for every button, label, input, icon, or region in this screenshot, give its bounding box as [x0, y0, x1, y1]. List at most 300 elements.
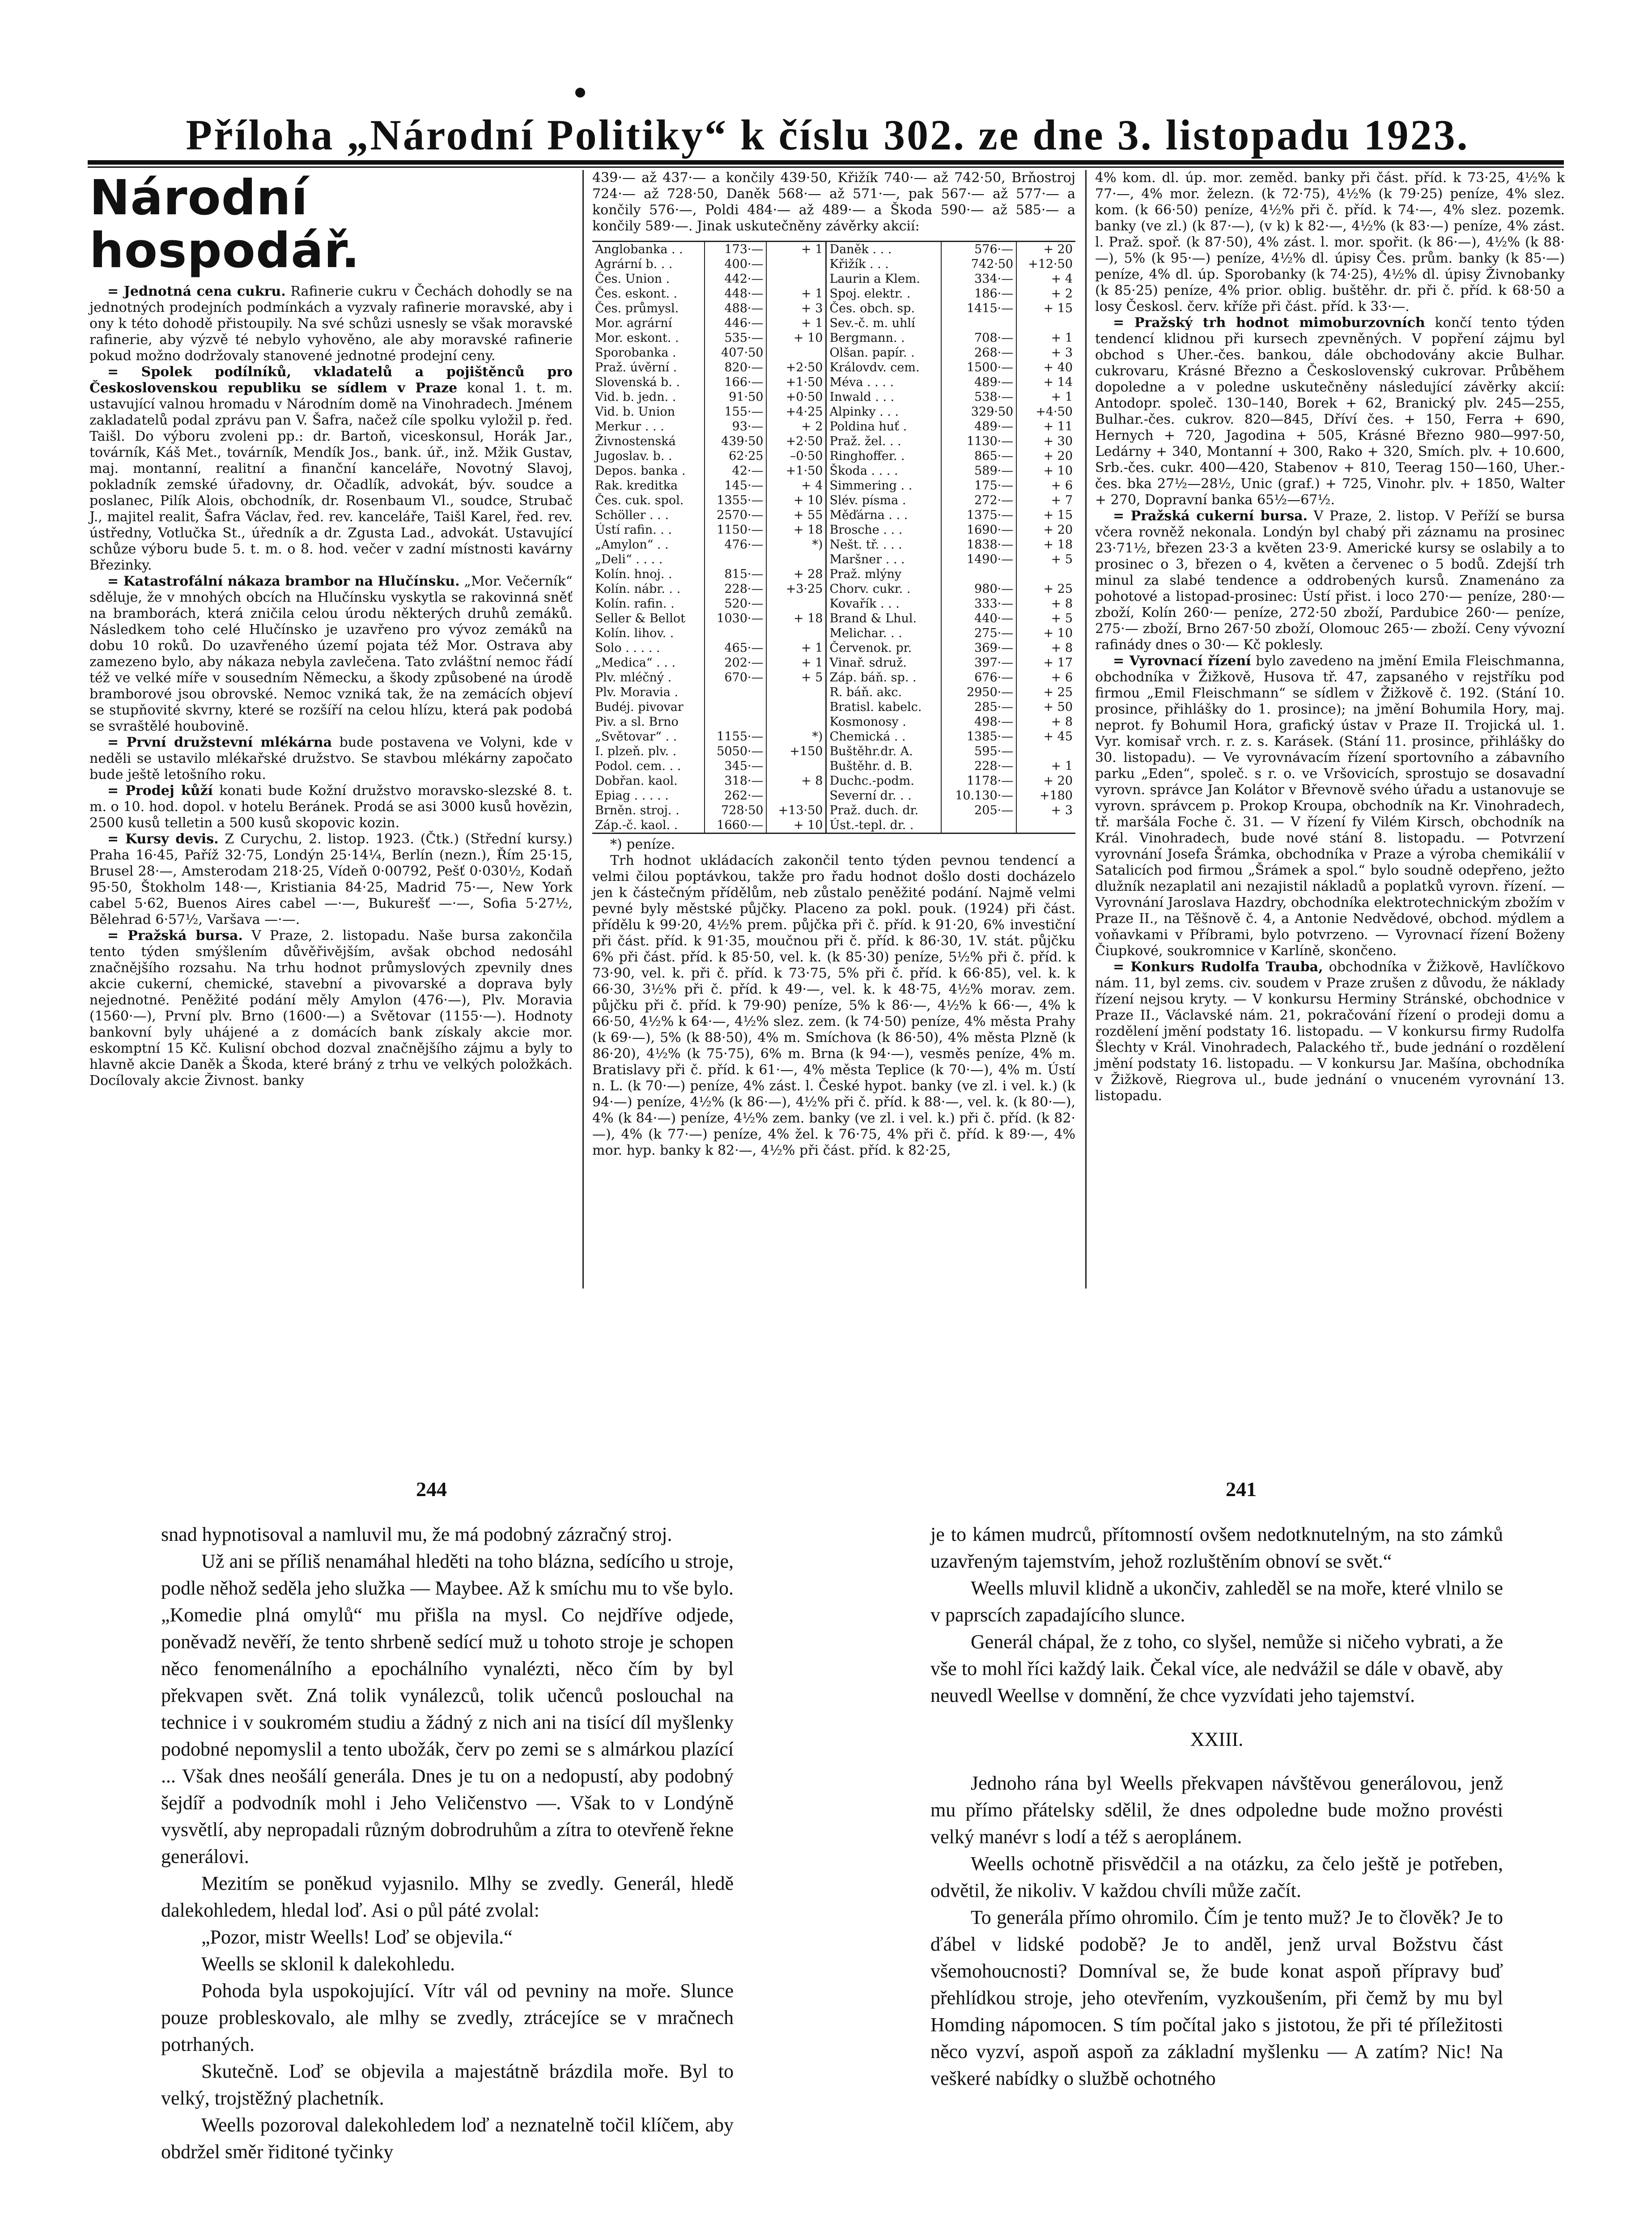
table-cell: 442·— — [705, 272, 766, 286]
table-cell: 708·— — [941, 331, 1016, 345]
table-cell: 262·— — [705, 788, 766, 803]
news-item-title: = Spolek podílníků, vkladatelů a pojištěnců pro Československou republiku se sídlem v Praze — [89, 364, 573, 396]
table-cell: Královdv. cem. — [826, 360, 941, 375]
chapter-number: XXIII. — [1190, 1728, 1244, 1750]
table-cell: Živnostenská — [595, 434, 676, 448]
table-cell: 535·— — [705, 331, 766, 345]
table-cell: 329·50 — [941, 404, 1016, 419]
table-cell: 285·— — [941, 700, 1016, 714]
column-2 — [592, 170, 1075, 1159]
bonds-paragraph: Trh hodnot ukládacích zakončil tento týden pevnou tendencí a velmi čilou poptávkou, takže pro řadu hodnot došlo dosti docházelo jen k částečným přídělům, neb zůstalo peněžité podání. Najmě velmi pevné byly městské půjčky. Placeno za pokl. pouk. (1924) při část. přídělu k 99·20, 4½% prem. půjčka při č. příd. k 91·20, 6% investiční při část. příd. k 91·35, moučnou při č. příd. k 86·30, 1V. stát. půjčku 6% při část. příd. k 85·50, vel. k. (k 85·30) peníze, 5½% při č. příd. k 73·90, vel. k. při č. příd. k 73·75, 5% při č. příd. k 66·85), vel. k. k 66·30, 3½% při č. příd. k 49·—, vel. k. k 48·75, 4½% morav. zem. půjčku při č. příd. k 79·90) peníze, 5% k 86·—, 4½% k 66·—, 4% k 66·50, 4½% k 64·—, 4½% slez. zem. (k 74·50) peníze, 4% města Prahy (k 69·—), 5% (k 88·50), 4% m. Smíchova (k 86·50), 4% města Plzně (k 86·20), 4½% (k 75·75), 6% m. Brna (k 94·—), vesměs peníze, 4% m. Bratislavy při č. příd. k 61·—, 4% města Teplice (k 70·—), 4% m. Ústí n. L. (k 70·—) peníze, 4% zást. l. České hypot. banky (ve zl. i vel. k.) (k 94·—) peníze, 4½% (k 86·—), 4½% při č. příd. k 88·—, vel. k. (k 80·—), 4% (k 84·—) peníze, 4½% zem. banky (ve zl. i vel. k.) při č. příd. (k 82·—), 4% (k 77·—) peníze, 4% žel. k 76·75, 4% při č. příd. k 89·—, 4% mor. hyp. banky k 82·—, 4½% při část. příd. k 82·25, — [592, 853, 1075, 1158]
table-cell: 476·— — [705, 537, 766, 552]
table-cell: 728·50 — [705, 803, 766, 818]
table-row — [592, 685, 1075, 700]
table-cell: 91·50 — [705, 390, 766, 404]
table-row — [592, 286, 1075, 301]
page-header: Příloha „Národní Politiky“ k číslu 302. ze dne 3. listopadu 1923. — [186, 111, 1469, 159]
table-cell: Ringhoffer. . — [826, 449, 941, 464]
table-cell: Praž. úvěrní . — [595, 361, 677, 374]
table-cell: Slév. písma . — [826, 493, 941, 508]
news-item-title: = První družstevní mlékárna — [107, 735, 332, 750]
table-cell: + 11 — [1016, 419, 1075, 434]
bursa-intro: 439·— až 437·— a končily 439·50, Křižík 740·— až 742·50, Brňostroj 724·— až 728·50, Daněk 568·— až 571·—, pak 567·— až 577·— a končily 576·—, Poldi 484·— až 489·— a Škoda 590·— až 585·— a končily 589·—. Jinak uskutečněny závěrky akcií: — [592, 170, 1075, 234]
table-row — [592, 257, 1075, 272]
table-cell: + 10 — [1016, 464, 1075, 478]
table-row — [592, 434, 1075, 449]
table-row — [592, 360, 1075, 375]
novel-left-column — [161, 1521, 734, 2165]
table-cell: + 20 — [1016, 449, 1075, 464]
table-cell: 520·— — [705, 596, 766, 611]
table-cell: 1838·— — [941, 537, 1016, 552]
table-cell: Olšan. papír. . — [826, 345, 941, 360]
table-cell — [766, 788, 826, 803]
table-row — [592, 655, 1075, 670]
table-cell: + 8 — [1016, 596, 1075, 611]
table-cell: 318·— — [705, 774, 766, 788]
table-cell: Agrární b. . . — [595, 257, 673, 271]
table-cell: Čes. Union . — [595, 272, 670, 286]
table-cell: 202·— — [705, 655, 766, 670]
table-row — [592, 345, 1075, 360]
table-cell: 448·— — [705, 286, 766, 301]
table-cell: + 18 — [766, 611, 826, 626]
table-cell: + 4 — [766, 478, 826, 493]
table-cell: +150 — [766, 744, 826, 759]
table-cell — [1016, 818, 1075, 834]
table-cell: Merkur . . . — [595, 420, 664, 434]
table-cell: +3·25 — [766, 582, 826, 596]
table-cell: + 17 — [1016, 655, 1075, 670]
table-row — [592, 301, 1075, 316]
table-cell: *) — [766, 729, 826, 744]
table-cell: Vid. b. jedn. . — [595, 390, 676, 404]
column-3 — [1095, 170, 1565, 1104]
table-cell: Podol. cem. . . — [595, 759, 681, 773]
table-cell: + 6 — [1016, 670, 1075, 685]
news-item — [89, 574, 573, 735]
table-row — [592, 744, 1075, 759]
table-cell: + 20 — [1016, 523, 1075, 537]
novel-paragraph: je to kámen mudrců, přítomností ovšem nedotknutelným, na sto zámků uzavřeným tajemstvím, jehož rozluštěním obnoví se svět.“ — [930, 1523, 1503, 1572]
table-cell: Solo . . . . . — [595, 641, 660, 655]
table-cell: +180 — [1016, 788, 1075, 803]
table-cell: Maršner . . . — [826, 552, 941, 567]
news-item-text: V Praze, 2. listop. V Peříží se bursa včera rovněž nekonala. Londýn byl chabý při záznamu na prosinec 23·71½, březen 23·3 a květen 23·9. Americké kursy se oslabily a to prosinec o 3, březen o 4, květen a červenec o 5 bodů. Zdejší trh minul za slabé tendence a oddrobených kursů. Znamenáno za pohotové a listopad-prosinec: Ústí přist. i loco 270·— peníze, 280·— zboží, Kolín 260·— peníze, 272·50 zboží, Pardubice 260·— peníze, 275·— zboží, Brno 267·50 zboží, Olomouc 265·— zboží. Ceny vývozní rafinády dnes o 30·— Kč poklesly. — [1095, 508, 1565, 653]
table-cell: Slovenská b. . — [595, 375, 680, 389]
table-cell: „Světovar“ . . — [595, 730, 677, 744]
news-item-text: Z Curychu, 2. listop. 1923. (Čtk.) (Střední kursy.) Praha 16·45, Paříž 32·75, Londýn 25·14¼, Berlín (nezn.), Řím 25·15, Brusel 28·—, Amsterodam 218·25, Vídeň 0·00792, Pešť 0·030½, Kodaň 95·50, Štokholm 148·—, Kristiania 84·25, Madrid 75·—, New York cabel 5·62, Buenos Aires cabel —·—, Bukurešť —·—, Sofia 5·27½, Bělehrad 6·57½, Varšava —·—. — [89, 831, 573, 927]
table-cell: 742·50 — [941, 257, 1016, 272]
table-row — [592, 331, 1075, 345]
news-item — [89, 284, 573, 364]
table-cell: + 8 — [1016, 714, 1075, 729]
table-cell: Melichar. . . — [826, 626, 941, 641]
table-cell: +4·50 — [1016, 404, 1075, 419]
table-row — [592, 582, 1075, 596]
table-cell: + 14 — [1016, 375, 1075, 390]
table-cell: Méva . . . . — [826, 375, 941, 390]
news-item-title: = Konkurs Rudolfa Trauba, — [1113, 959, 1323, 975]
table-cell: 1500·— — [941, 360, 1016, 375]
table-cell: Úst.-tepl. dr. . — [826, 818, 941, 834]
table-cell: Praž. žel. . . — [826, 434, 941, 449]
table-cell — [941, 818, 1016, 834]
table-cell: + 10 — [766, 818, 826, 834]
table-cell: Křižík . . . — [826, 257, 941, 272]
news-item — [89, 831, 573, 928]
table-row — [592, 242, 1075, 257]
table-cell: 865·— — [941, 449, 1016, 464]
table-row — [592, 818, 1075, 834]
table-cell: + 3 — [1016, 345, 1075, 360]
table-cell: Duchc.-podm. — [826, 774, 941, 788]
table-cell: 1030·— — [705, 611, 766, 626]
table-cell: Buštěhr.dr. A. — [826, 744, 941, 759]
news-item-title: = Pražská cukerní bursa. — [1113, 508, 1308, 524]
table-cell: Schöller . . . — [595, 508, 669, 522]
news-item — [89, 735, 573, 783]
table-cell — [766, 685, 826, 700]
table-cell: 93·— — [705, 419, 766, 434]
table-cell: 345·— — [705, 759, 766, 774]
table-cell: 228·— — [941, 759, 1016, 774]
table-cell: Alpinky . . . — [826, 404, 941, 419]
news-item — [89, 364, 573, 574]
table-cell: + 1 — [766, 641, 826, 655]
news-item — [89, 928, 573, 1089]
table-cell: + 15 — [1016, 508, 1075, 523]
table-cell: 166·— — [705, 375, 766, 390]
table-cell: +1·50 — [766, 464, 826, 478]
table-cell — [766, 272, 826, 286]
news-item — [1095, 170, 1565, 315]
novel-paragraph: Už ani se příliš nenamáhal hleděti na toho blázna, sedícího u stroje, podle něhož seděla jeho služka — Maybee. Až k smíchu mu to vše bylo. „Komedie plná omylů“ mu přišla na mysl. Co nejdříve odjede, poněvadž nevěří, že tento shrbeně sedící muž u tohoto stroje je schopen něco fenomenálního a epochálního vynalézti, něco čím by byl překvapen svět. Zná tolik vynálezců, tolik učenců poslouchal na technice i v soukromém studiu a žádný z nich ani na tisící díl myšlenky podobné nepomyslil a tento ubožák, červ po zemi se s almárkou plazící ... Však dnes neošálí generála. Dnes je tu on a nedopustí, aby podobný šejdíř a podvodník mohl i Jeho Veličenstvo —. Však to v Londýně vysvětlí, aby nepropadali různým dobrodruhům a zítra to otevřeně řekne generálovi. — [161, 1550, 734, 1867]
column-1 — [89, 170, 573, 1089]
table-cell: Severní dr. . . — [826, 788, 941, 803]
column-divider — [1085, 170, 1087, 1289]
table-cell: + 55 — [766, 508, 826, 523]
table-cell: + 5 — [1016, 552, 1075, 567]
table-cell: *) — [766, 537, 826, 552]
table-cell: 1660·— — [705, 818, 766, 834]
table-cell: 589·— — [941, 464, 1016, 478]
table-cell: Čes. cuk. spol. — [595, 493, 684, 507]
news-item — [1095, 959, 1565, 1104]
table-cell — [941, 567, 1016, 582]
table-cell: + 4 — [1016, 272, 1075, 286]
novel-paragraph: Weells pozoroval dalekohledem loď a neznatelně točil klíčem, aby obdržel směr řiditoné tyčinky — [161, 2114, 734, 2163]
table-cell — [766, 596, 826, 611]
table-cell: + 8 — [1016, 641, 1075, 655]
news-item-title: = Kursy devis. — [107, 831, 219, 847]
table-row — [592, 478, 1075, 493]
page-number-right: 241 — [1226, 1478, 1257, 1501]
table-cell: + 5 — [1016, 611, 1075, 626]
top-dot — [575, 88, 585, 98]
table-cell: Brněn. stroj. . — [595, 804, 679, 817]
table-cell: 440·— — [941, 611, 1016, 626]
table-row — [592, 567, 1075, 582]
table-cell: +1·50 — [766, 375, 826, 390]
news-item-title: = Prodej kůží — [107, 783, 213, 799]
table-cell: Spoj. elektr. . — [826, 286, 941, 301]
table-cell: + 6 — [1016, 478, 1075, 493]
header-rule-thin — [88, 166, 1564, 168]
table-cell: Ústí rafin. . . — [595, 523, 672, 537]
table-row — [592, 375, 1075, 390]
table-cell: Bergmann. . — [826, 331, 941, 345]
table-cell: +2·50 — [766, 360, 826, 375]
table-cell: „Amylon“ . . — [595, 538, 669, 552]
table-row — [592, 449, 1075, 464]
column-divider — [582, 170, 584, 1289]
table-cell: 670·— — [705, 670, 766, 685]
news-item-text: V Praze, 2. listopadu. Naše bursa zakončila tento týden smýšlením důvěřivějším, avšak obchod nedosáhl značnějšího rozsahu. Na trhu hodnot průmyslových zpevnily dnes akcie cukerní, chemické, stavební a pivovarské a doprava byly nejednotné. Peněžité podání měly Amylon (476·—), Plv. Moravia (1560·—), První plv. Brno (1600·—) a Světovar (1155·—). Hodnoty bankovní byly uhájené a z domácích bank získaly akcie mor. eskomptní 15 Kč. Kulisní obchod dozval značnějšího zájmu a byly to hlavně akcie Daněk a Škoda, které bráný z trhu ve velkých položkách. Docílovaly akcie Živnost. banky — [89, 928, 573, 1089]
news-item-text: „Mor. Večerník“ sděluje, že v mnohých obcích na Hlučínsku vyskytla se rakovinná sněť na bramborách, která zničila celou úrodu některých druhů zemáků. Následkem toho celé Hlučínsko je uzavřeno pro vývoz zemáků na dobu 10 roků. Do uzavřeného území pojata též Mor. Ostrava aby zamezeno bylo, aby nákaza nebyla zavlečena. Tato zvláštní nemoc řádí též ve velké míře v sousedním Německu, a škody způsobené na úrodě bramborové jsou obrovské. Nemoc vzniká tak, že na zemácích objeví se stupňovité skvrny, které se rozšíří na celou hlízu, která pak podobá se svraštělé houbovině. — [89, 574, 573, 734]
table-cell: 275·— — [941, 626, 1016, 641]
table-cell: + 20 — [1016, 774, 1075, 788]
table-cell: + 1 — [1016, 759, 1075, 774]
table-cell: Buštěhr. d. B. — [826, 759, 941, 774]
table-cell: 576·— — [941, 242, 1016, 257]
table-cell: 175·— — [941, 478, 1016, 493]
table-cell: 397·— — [941, 655, 1016, 670]
table-cell: 820·— — [705, 360, 766, 375]
table-cell: 272·— — [941, 493, 1016, 508]
table-cell: 446·— — [705, 316, 766, 331]
table-cell: Chemická . . — [826, 729, 941, 744]
table-cell: Dobřan. kaol. — [595, 774, 678, 788]
table-cell: + 1 — [766, 655, 826, 670]
table-cell: 1375·— — [941, 508, 1016, 523]
news-item-title: = Jednotná cena cukru. — [107, 284, 286, 299]
table-cell: Brand & Lhul. — [826, 611, 941, 626]
table-cell: 1490·— — [941, 552, 1016, 567]
novel-paragraph: Jednoho rána byl Weells překvapen návštěvou generálovou, jenž mu přímo přátelsky sdělil, že dnes odpoledne bude možno provésti velký manévr s lodí a též s aeroplánem. — [930, 1772, 1503, 1848]
table-cell: Laurin a Klem. — [826, 272, 941, 286]
table-cell: 333·— — [941, 596, 1016, 611]
table-cell: 488·— — [705, 301, 766, 316]
table-cell: 62·25 — [705, 449, 766, 464]
table-cell: 465·— — [705, 641, 766, 655]
table-row — [592, 788, 1075, 803]
table-cell: Praž. mlýny — [826, 567, 941, 582]
table-cell: Kolín. nábr. . . — [595, 582, 681, 596]
table-cell — [766, 257, 826, 272]
news-item-text: končí tento týden tendencí klidnou při kursech zpevněných. V popření zájmu byl obchod s Uher.-čes. bankou, dále obchodovány akcie Bulhar. cukrovaru, Krásné Březno a Československý cukrovar. Průběhem dopoledne a v poledne uskutečněny následující závěrky akcií: Antodopr. společ. 130–140, Borek + 62, Branický plv. 245—255, Bulhar.-čes. cukrov. 820—845, Dříví čes. + 150, Ferra + 690, Hernych + 720, Jagodina + 505, Krásné Březno 980—997·50, Ledárny + 340, Montanní + 300, Rako + 320, Smích. plv. + 10.600, Srb.-čes. cukr. 400—420, Stabenov + 810, Teerag 150—160, Uher.-čes. bka 27½—28½, Unic (graf.) + 725, Vinohr. plv. + 1850, Walter + 270, Dopravní banka 65½—67½. — [1095, 315, 1565, 508]
table-cell: + 1 — [766, 286, 826, 301]
table-cell — [705, 626, 766, 641]
table-cell: 1178·— — [941, 774, 1016, 788]
table-cell: Depos. banka . — [595, 464, 686, 478]
table-cell: Záp.-č. kaol. . — [592, 818, 705, 834]
news-item — [89, 783, 573, 831]
table-cell: + 7 — [1016, 493, 1075, 508]
table-cell — [766, 345, 826, 360]
news-item-text: bude postavena ve Volyni, kde v neděli se ustavilo mlékařské družstvo. Se stavbou mlékárny započato bude ještě letošního roku. — [89, 735, 573, 783]
table-row — [592, 537, 1075, 552]
table-cell: Praž. duch. dr. — [826, 803, 941, 818]
table-cell: 439·50 — [705, 434, 766, 449]
table-cell: Rak. kreditka — [595, 479, 678, 493]
table-row — [592, 404, 1075, 419]
table-cell: 1355·— — [705, 493, 766, 508]
table-cell — [1016, 744, 1075, 759]
news-item-title: = Katastrofální nákaza brambor na Hlučínsku. — [107, 574, 460, 589]
table-cell: +12·50 — [1016, 257, 1075, 272]
table-cell — [705, 700, 766, 714]
table-cell: Kolín. rafin. . — [595, 597, 675, 611]
table-cell: Sev.-č. m. uhlí — [826, 316, 941, 331]
table-cell: 369·— — [941, 641, 1016, 655]
table-cell: + 18 — [1016, 537, 1075, 552]
news-item-text: konal 1. t. m. ustavující valnou hromadu v Národním domě na Vinohradech. Jménem zakladatelů podal zprávu pan V. Šafra, načež cíle spolku vyložil p. řed. Taišl. Do výboru zvoleni pp.: dr. Bartoň, viceskonsul, Horák Jar., továrník, Káš Met., továrník, Mendík Jos., bank. úř., inž. Mžik Gustav, maj. montanní, realitní a finanční kanceláře, Novotný Slavoj, pokladník zemské úřadovny, dr. Očadlík, advokát, býv. soudce a poslanec, Pilík Alois, obchodník, dr. Rosenbaum Vl., soudce, Strubač J., majitel realit, Šafra Václav, řed. rev. kanceláře, Taišl Karel, řed. rev. ústředny, Votlučka St., úředník a dr. Zgusta Lad., advokát. Ustavující schůze výboru bude 5. t. m. o 8. hod. večer v zadní místnosti kavárny Březinky. — [89, 380, 573, 573]
table-cell: Čes. průmysl. — [595, 302, 679, 315]
news-item — [1095, 508, 1565, 653]
table-cell: + 20 — [1016, 242, 1075, 257]
table-cell: 1690·— — [941, 523, 1016, 537]
table-cell: Nešt. tř. . . . — [826, 537, 941, 552]
table-cell: + 2 — [766, 419, 826, 434]
table-cell: 498·— — [941, 714, 1016, 729]
table-cell: 2570·— — [705, 508, 766, 523]
table-cell — [766, 759, 826, 774]
table-cell: + 28 — [766, 567, 826, 582]
table-cell: + 40 — [1016, 360, 1075, 375]
table-cell: 10.130·— — [941, 788, 1016, 803]
table-cell: + 30 — [1016, 434, 1075, 449]
table-cell: Seller & Bellot — [595, 612, 686, 625]
table-cell: + 45 — [1016, 729, 1075, 744]
table-cell: Červenok. pr. — [826, 641, 941, 655]
table-cell: + 10 — [766, 331, 826, 345]
table-row — [592, 508, 1075, 523]
table-cell: 186·— — [941, 286, 1016, 301]
table-cell: 489·— — [941, 375, 1016, 390]
table-row — [592, 464, 1075, 478]
table-cell: Kolín. lihov. . — [595, 626, 674, 640]
table-row — [592, 390, 1075, 404]
table-cell: Sporobanka . — [595, 346, 676, 360]
table-row — [592, 596, 1075, 611]
header-rule — [88, 160, 1564, 165]
table-cell: + 3 — [1016, 803, 1075, 818]
table-cell: + 8 — [766, 774, 826, 788]
table-row — [592, 729, 1075, 744]
novel-paragraph: snad hypnotisoval a namluvil mu, že má podobný zázračný stroj. — [161, 1523, 672, 1545]
table-cell: 228·— — [705, 582, 766, 596]
table-cell: 1150·— — [705, 523, 766, 537]
table-cell: Brosche . . . — [826, 523, 941, 537]
table-cell: + 1 — [766, 316, 826, 331]
table-cell — [705, 552, 766, 567]
table-row — [592, 759, 1075, 774]
table-row — [592, 626, 1075, 641]
table-cell: 538·— — [941, 390, 1016, 404]
table-cell: Chorv. cukr. . — [826, 582, 941, 596]
table-cell: Škoda . . . . — [826, 464, 941, 478]
table-row — [592, 714, 1075, 729]
table-cell: I. plzeň. plv. . — [595, 744, 677, 758]
table-cell: –0·50 — [766, 449, 826, 464]
novel-right-column — [930, 1521, 1503, 2092]
table-cell: Jugoslav. b. . — [595, 449, 672, 463]
table-row — [592, 641, 1075, 655]
table-cell — [766, 700, 826, 714]
table-row — [592, 803, 1075, 818]
table-cell — [705, 714, 766, 729]
news-item-text: bylo zavedeno na jmění Emila Fleischmanna, obchodníka v Žižkově, Husova tř. 47, zapsaného v rejstříku pod firmou „Emil Fleischmann“ se sídlem v Žižkově č. 192. (Stání 10. prosince, přihlášky do 1. prosince); na jmění Bohumila Hory, maj. neprot. fy Bohumil Hora, grafický ústav v Praze II. Trojická ul. 1. Vyr. komisař vrch. r. z. s. Karásek. (Stání 11. prosince, přihlášky do 30. listopadu). — Ve vyrovnávacím řízení sportovního a zábavního parku „Eden“, společ. s r. o. ve Vršovicích, sprostujo se dosavadní vyrovn. správce Jan Kolátor v Břevnově svého úřadu a ustanovuje se vyrovn. správcem p. Prokop Kroupa, obchodník na Kr. Vinohradech, tř. maršála Foche č. 31. — V řízení fy Vilém Kirsch, obchodník na Král. Vinohradech, bude nové stání 8. listopadu. — Potvrzení vyrovnání Josefa Šrámka, obchodníka v Praze a výroba chemikálií v Satalicích pod firmou „Šrámek a spol.“ bylo soudně odepřeno, ježto dlužník nezaplatil ani nezajistil nákladů a poplatků vyrovn. řízení. — Vyrovnání Jaroslava Hazdry, obchodníka elektrotechnickým zbožím v Praze II., na Těšnově č. 4, a Antonie Nedvědové, obchod. mýdlem a voňavkami v Příbrami, bylo potvrzeno. — Vyrovnací řízení Boženy Čiupkové, soukromnice v Karlíně, skončeno. — [1095, 653, 1565, 959]
novel-paragraph: Weells se sklonil k dalekohledu. — [201, 1953, 455, 1975]
table-cell: + 5 — [766, 670, 826, 685]
table-cell: + 2 — [1016, 286, 1075, 301]
table-cell: 1415·— — [941, 301, 1016, 316]
table-cell: + 3 — [766, 301, 826, 316]
table-cell: + 1 — [1016, 331, 1075, 345]
table-cell: Kolín. hnoj. . — [595, 567, 672, 581]
table-cell: Plv. mléčný . — [595, 671, 672, 685]
table-cell — [705, 685, 766, 700]
novel-paragraph: To generála přímo ohromilo. Čím je tento muž? Je to člověk? Je to ďábel v lidské podobě? Je to anděl, jenž urval Božstvu část všemohoucnosti? Domníval se, že bude konat aspoň přípravy buď přehlídkou stroje, jeho otevřením, vyzkoušením, při čemž by mu byl Homding nápomocen. S tím počítal jako s jistotou, že při té příležitosti něco vyzví, aspoň aspoň za základní myšlenku — A zatím? Nic! Na veškeré nabídky o službě ochotného — [930, 1906, 1503, 2089]
table-cell: 980·— — [941, 582, 1016, 596]
novel-paragraph: Weells ochotně přisvědčil a na otázku, za čelo ještě je potřeben, odvětil, že nikoliv. V každou chvíli může začít. — [930, 1853, 1503, 1901]
table-cell: + 50 — [1016, 700, 1075, 714]
table-row — [592, 670, 1075, 685]
table-row — [592, 272, 1075, 286]
table-cell: 595·— — [941, 744, 1016, 759]
news-item-title: = Pražský trh hodnot mimoburzovních — [1113, 315, 1425, 331]
stock-table — [592, 241, 1075, 834]
table-cell: Simmering . . — [826, 478, 941, 493]
novel-paragraph: Skutečně. Loď se objevila a majestátně brázdila moře. Byl to velký, trojstěžný plachetník. — [161, 2060, 734, 2109]
news-item-title: = Pražská bursa. — [107, 928, 243, 944]
table-cell: Piv. a sl. Brno — [595, 715, 679, 729]
news-item — [1095, 653, 1565, 959]
table-cell: 268·— — [941, 345, 1016, 360]
table-cell: 407·50 — [705, 345, 766, 360]
table-cell: + 25 — [1016, 582, 1075, 596]
table-cell: Budéj. pivovar — [595, 700, 684, 714]
table-row — [592, 316, 1075, 331]
news-item-text: 4% kom. dl. úp. mor. zeměd. banky při část. příd. k 73·25, 4½% k 77·—, 4% mor. železn. (k 72·75), 4½% (k 79·25) peníze, 4% slez. kom. (k 66·50) peníze, 4½% při č. příd. k 74·—, 4% slez. pozemk. banky (ve zl.) (k 87·—), (v k) k 82·—, 4½% (k 83·—) peníze, 4% zást. l. Praž. spoř. (k 87·50), 4% zást. l. mor. spořit. (k 86·—), 4½% (k 88·—), 5% (k 95·—) peníze, 4½% dl. úpisy Čes. prům. banky (k 85·—) peníze, 4% dl. úp. Sporobanky (k 74·25), 4½% dl. úpisy Živnobanky (k 85·25) peníze, 4% prior. oblig. buštěhr. dr. při č. příd. k 68·50 a losy Českosl. červ. kříže při část. příd. k 33·—. — [1095, 170, 1565, 315]
news-item-title: = Vyrovnací řízení — [1113, 653, 1251, 669]
table-cell: Mor. eskont. . — [595, 331, 679, 345]
table-cell: „Medica“ . . . — [595, 656, 676, 670]
table-cell: + 25 — [1016, 685, 1075, 700]
table-cell: +2·50 — [766, 434, 826, 449]
novel-paragraph: Weells mluvil klidně a ukončiv, zahleděl se na moře, které vlnilo se v paprscích zapadajícího slunce. — [930, 1577, 1503, 1626]
table-cell: 1155·— — [705, 729, 766, 744]
table-cell — [766, 714, 826, 729]
table-cell: + 1 — [1016, 390, 1075, 404]
table-cell: 334·— — [941, 272, 1016, 286]
table-cell: Vid. b. Union — [595, 405, 675, 419]
table-cell: 400·— — [705, 257, 766, 272]
table-cell: Čes. obch. sp. — [826, 301, 941, 316]
table-cell: + 18 — [766, 523, 826, 537]
table-cell: 2950·— — [941, 685, 1016, 700]
table-cell: + 10 — [1016, 626, 1075, 641]
table-cell: 173·— — [705, 242, 766, 257]
news-item-text: obchodníka v Žižkově, Havlíčkovo nám. 11, byl zems. civ. soudem v Praze zrušen z důvodu, že náklady řízení nejsou kryty. — V konkursu Herminy Stránské, obchodnice v Praze II., Václavské nám. 21, pokračování řízení o prodeji domu a rozdělení jmění podstaty 16. listopadu. — V konkursu firmy Rudolfa Šlechty v Král. Vinohradech, Palackého tř., bude jednání o rozdělení jmění podstaty 16. listopadu. — V konkursu Jar. Mašína, obchodníka v Žižkově, Riegrova ul., bude jednání o vnuceném vyrovnání 13. listopadu. — [1095, 959, 1565, 1104]
table-cell — [1016, 316, 1075, 331]
table-cell: +4·25 — [766, 404, 826, 419]
page-number-left: 244 — [416, 1478, 447, 1501]
table-cell: 42·— — [705, 464, 766, 478]
table-cell: 676·— — [941, 670, 1016, 685]
table-cell: Poldina huť . — [826, 419, 941, 434]
